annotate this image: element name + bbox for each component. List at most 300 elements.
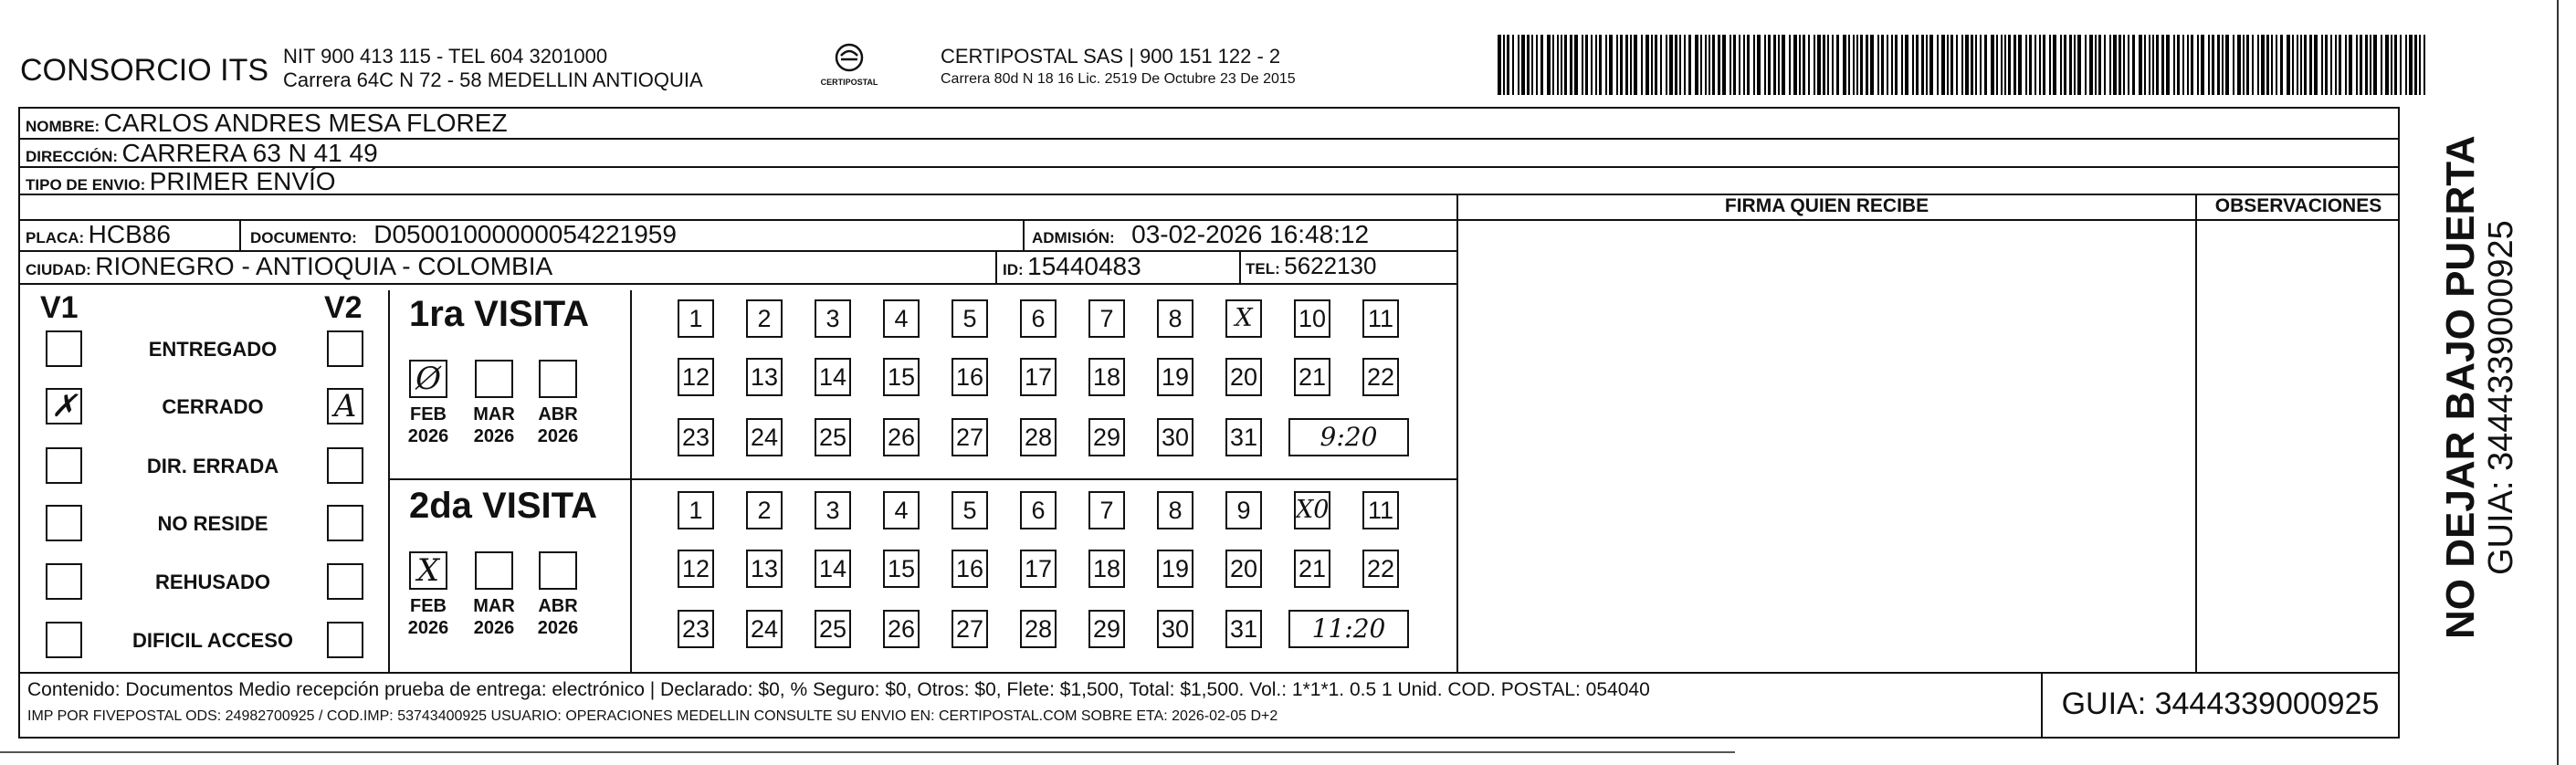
barcode-bar xyxy=(2139,35,2142,95)
barcode-bar xyxy=(2280,35,2283,95)
visit2-day-box[interactable]: 6 xyxy=(1020,491,1057,529)
barcode-bar xyxy=(2182,35,2184,95)
barcode-bar xyxy=(1634,35,1637,95)
barcode-bar xyxy=(2414,35,2417,95)
barcode-bar xyxy=(1552,35,1554,95)
barcode-bar xyxy=(1860,35,1863,95)
barcode-bar xyxy=(1531,35,1533,95)
barcode-bar xyxy=(1595,35,1597,95)
status-v1-checkbox[interactable] xyxy=(46,447,82,484)
barcode-bar xyxy=(2252,35,2254,95)
barcode-bar xyxy=(1782,35,1785,95)
barcode-bar xyxy=(1768,35,1771,95)
barcode-bar xyxy=(1832,35,1834,95)
visit1-title: 1ra VISITA xyxy=(409,294,590,334)
visit2-day-box[interactable]: X0 xyxy=(1294,491,1330,529)
status-v1-checkbox[interactable]: ✗ xyxy=(46,388,82,424)
visit2-day-box[interactable]: 24 xyxy=(746,610,783,648)
barcode-bar xyxy=(2409,35,2413,95)
barcode-bar xyxy=(1793,35,1797,95)
visit1-day-box[interactable]: 14 xyxy=(815,358,851,396)
visit2-day-box[interactable]: 17 xyxy=(1020,550,1057,588)
barcode-bar xyxy=(2191,35,2193,95)
visit2-day-box[interactable]: 9 xyxy=(1225,491,1262,529)
status-label: CERRADO xyxy=(162,395,264,418)
barcode-bar xyxy=(1547,35,1551,95)
barcode-bar xyxy=(1912,35,1914,95)
status-v1-checkbox[interactable] xyxy=(46,505,82,541)
barcode-bar xyxy=(1926,35,1928,95)
visit1-day-box[interactable]: 17 xyxy=(1020,358,1057,396)
barcode-bar xyxy=(1747,35,1750,95)
visit2-title: 2da VISITA xyxy=(409,486,597,526)
barcode-bar xyxy=(2321,35,2323,95)
visit2-day-box[interactable]: 8 xyxy=(1157,491,1193,529)
id-label: ID: xyxy=(1003,261,1024,278)
barcode-bar xyxy=(2029,35,2032,95)
status-v2-checkbox[interactable]: A xyxy=(327,388,363,424)
barcode-bar xyxy=(2043,35,2045,95)
barcode-bar xyxy=(1730,35,1731,95)
barcode-bar xyxy=(2013,35,2016,95)
barcode-bar xyxy=(2394,35,2397,95)
visit2-day-box[interactable]: 7 xyxy=(1088,491,1125,529)
barcode-bar xyxy=(1853,35,1855,95)
barcode-bar xyxy=(1733,35,1736,95)
nombre-label: NOMBRE: xyxy=(26,118,100,135)
barcode-bar xyxy=(2049,35,2051,95)
visit1-day-box[interactable]: 16 xyxy=(952,358,988,396)
firma-label: FIRMA QUIEN RECIBE xyxy=(1724,195,1929,216)
barcode-bar xyxy=(1585,35,1588,95)
barcode-bar xyxy=(2419,35,2421,95)
barcode-bar xyxy=(2085,35,2087,95)
visit1-day-box[interactable]: 18 xyxy=(1088,358,1125,396)
visit1-day-box[interactable]: X xyxy=(1225,299,1262,338)
barcode-bar xyxy=(1679,35,1681,95)
barcode-bar xyxy=(1561,35,1562,95)
visit2-day-box[interactable]: 4 xyxy=(883,491,920,529)
visit2-day-box[interactable]: 30 xyxy=(1157,610,1193,648)
visit1-day-box[interactable]: 1 xyxy=(678,299,714,338)
barcode-bar xyxy=(1929,35,1933,95)
barcode-bar xyxy=(1956,35,1958,95)
visit1-day-box[interactable]: 24 xyxy=(746,418,783,456)
v1-label: V1 xyxy=(40,290,79,325)
visit1-day-box[interactable]: 13 xyxy=(746,358,783,396)
visit2-month-name: MAR xyxy=(473,596,515,616)
visit1-day-box[interactable]: 12 xyxy=(678,358,714,396)
certipostal-line2: Carrera 80d N 18 16 Lic. 2519 De Octubre 23 De 2015 xyxy=(941,71,1296,87)
barcode-bar xyxy=(1808,35,1810,95)
barcode-bar xyxy=(2266,35,2269,95)
visit1-day-box[interactable]: 7 xyxy=(1088,299,1125,338)
admision-value: 03-02-2026 16:48:12 xyxy=(1131,220,1370,248)
barcode-bar xyxy=(2018,35,2022,95)
barcode-bar xyxy=(1722,35,1726,95)
barcode-bar xyxy=(1527,35,1530,95)
barcode-bar xyxy=(1521,35,1525,95)
barcode-bar xyxy=(2098,35,2101,95)
barcode-bar xyxy=(1950,35,1953,95)
visit2-month-year: 2026 xyxy=(473,618,515,638)
barcode-bar xyxy=(1675,35,1677,95)
barcode-bar xyxy=(2292,35,2294,95)
visit2-day-box[interactable]: 18 xyxy=(1088,550,1125,588)
barcode-bar xyxy=(1803,35,1805,95)
barcode-bar xyxy=(2287,35,2290,95)
visit1-month-year: 2026 xyxy=(407,426,449,446)
barcode-bar xyxy=(2257,35,2259,95)
barcode-bar xyxy=(2335,35,2337,95)
barcode-bar xyxy=(2109,35,2111,95)
visit2-day-box[interactable]: 29 xyxy=(1088,610,1125,648)
barcode-bar xyxy=(1641,35,1643,95)
barcode-bar xyxy=(2149,35,2150,95)
footer-contenido: Contenido: Documentos Medio recepción prueba de entrega: electrónico | Declarado: $0, % Seguro: $0, Otros: $0, Flete: $1,500, Total: $1,500. Vol.: 1*1*1. 0.5 1 Unid. COD. POSTAL: 054040 xyxy=(27,679,1650,700)
nombre-value: CARLOS ANDRES MESA FLOREZ xyxy=(103,109,508,137)
barcode-bar xyxy=(1645,35,1649,95)
barcode-bar xyxy=(1705,35,1707,95)
barcode-bar xyxy=(1870,35,1874,95)
barcode-bar xyxy=(2261,35,2265,95)
visit2-day-box[interactable]: 1 xyxy=(678,491,714,529)
barcode-bar xyxy=(1564,35,1567,95)
visit1-day-box[interactable]: 23 xyxy=(678,418,714,456)
barcode-bar xyxy=(1574,35,1578,95)
barcode-bar xyxy=(2225,35,2229,95)
barcode-bar xyxy=(2424,35,2425,95)
barcode-bar xyxy=(2144,35,2146,95)
status-label: DIR. ERRADA xyxy=(146,455,279,477)
barcode-bar xyxy=(2381,35,2382,95)
visit2-month-name: FEB xyxy=(410,596,447,616)
barcode-bar xyxy=(1616,35,1618,95)
barcode-bar xyxy=(1570,35,1572,95)
barcode-bar xyxy=(1827,35,1829,95)
barcode-bar xyxy=(2373,35,2377,95)
barcode-bar xyxy=(2365,35,2368,95)
barcode-bar xyxy=(2385,35,2389,95)
barcode-bar xyxy=(1700,35,1702,95)
barcode-bar xyxy=(2008,35,2011,95)
barcode-bar xyxy=(1660,35,1662,95)
barcode-bar xyxy=(2035,35,2036,95)
barcode-bar xyxy=(1887,35,1888,95)
visit2-day-box[interactable]: 20 xyxy=(1225,550,1262,588)
barcode-bar xyxy=(2197,35,2199,95)
barcode-bar xyxy=(1651,35,1653,95)
status-v1-checkbox[interactable] xyxy=(46,330,82,367)
visit1-day-box[interactable]: 26 xyxy=(883,418,920,456)
barcode-bar xyxy=(2300,35,2302,95)
visit2-day-box[interactable]: 31 xyxy=(1225,610,1262,648)
barcode-bar xyxy=(1536,35,1538,95)
barcode-bar xyxy=(2243,35,2245,95)
visit2-month-name: ABR xyxy=(538,596,578,616)
visit1-day-box[interactable]: 30 xyxy=(1157,418,1193,456)
visit2-day-box[interactable]: 11 xyxy=(1362,491,1399,529)
tel-row xyxy=(1246,252,1376,280)
barcode-bar xyxy=(1630,35,1632,95)
barcode-bar xyxy=(2400,35,2402,95)
barcode-bar xyxy=(2089,35,2093,95)
company-address: Carrera 64C N 72 - 58 MEDELLIN ANTIOQUIA xyxy=(283,68,703,91)
barcode-bar xyxy=(1712,35,1715,95)
barcode-bar xyxy=(1512,35,1514,95)
barcode-bar xyxy=(1695,35,1698,95)
nombre-row xyxy=(26,109,508,138)
visit1-month-checkbox[interactable] xyxy=(475,360,513,398)
visit2-day-box[interactable]: 22 xyxy=(1362,550,1399,588)
visit2-day-box[interactable]: 27 xyxy=(952,610,988,648)
barcode-bar xyxy=(1582,35,1583,95)
observaciones-label: OBSERVACIONES xyxy=(2214,195,2382,216)
barcode-bar xyxy=(1991,35,1994,95)
documento-value: D05001000000054221959 xyxy=(373,220,677,248)
barcode-bar xyxy=(2201,35,2204,95)
barcode-bar xyxy=(2325,35,2328,95)
admision-label: ADMISIÓN: xyxy=(1032,229,1115,246)
barcode-bar xyxy=(2309,35,2312,95)
visit2-day-box[interactable]: 25 xyxy=(815,610,851,648)
barcode-bar xyxy=(2246,35,2249,95)
barcode-bar xyxy=(2064,35,2066,95)
visit1-day-box[interactable]: 11 xyxy=(1362,299,1399,338)
barcode-bar xyxy=(1916,35,1919,95)
barcode-bar xyxy=(1778,35,1780,95)
barcode-bar xyxy=(2074,35,2076,95)
barcode-bar xyxy=(1625,35,1628,95)
barcode-bar xyxy=(2173,35,2175,95)
visit1-day-box[interactable]: 21 xyxy=(1294,358,1330,396)
barcode-bar xyxy=(2001,35,2003,95)
certipostal-line1: CERTIPOSTAL SAS | 900 151 122 - 2 xyxy=(941,45,1281,68)
barcode-bar xyxy=(2222,35,2224,95)
status-label: DIFICIL ACCESO xyxy=(131,629,293,652)
visit1-month-year: 2026 xyxy=(537,426,579,446)
company-nit: NIT 900 413 115 - TEL 604 3201000 xyxy=(283,45,608,68)
visit2-day-box[interactable]: 23 xyxy=(678,610,714,648)
barcode-bar xyxy=(1947,35,1949,95)
ciudad-value: RIONEGRO - ANTIOQUIA - COLOMBIA xyxy=(95,252,553,280)
barcode-bar xyxy=(1836,35,1839,95)
barcode-bar xyxy=(2405,35,2407,95)
barcode-bar xyxy=(1753,35,1755,95)
barcode-bar xyxy=(1498,35,1501,95)
visit2-month-checkbox[interactable]: X xyxy=(409,551,447,590)
visit1-month-name: ABR xyxy=(538,404,578,424)
barcode-bar xyxy=(1937,35,1939,95)
visit1-day-box[interactable]: 8 xyxy=(1157,299,1193,338)
logo-icon xyxy=(829,42,869,73)
barcode-bar xyxy=(1965,35,1969,95)
barcode-bar xyxy=(2095,35,2097,95)
barcode-bar xyxy=(2113,35,2117,95)
visit2-day-box[interactable]: 3 xyxy=(815,491,851,529)
barcode-bar xyxy=(1666,35,1667,95)
side-warning: NO DEJAR BAJO PUERTA xyxy=(2438,135,2483,639)
visit1-day-box[interactable]: 27 xyxy=(952,418,988,456)
barcode-bar xyxy=(2060,35,2062,95)
status-v2-checkbox[interactable] xyxy=(327,563,363,600)
barcode-bar xyxy=(1984,35,1987,95)
barcode-bar xyxy=(2297,35,2298,95)
barcode-bar xyxy=(2212,35,2214,95)
barcode-bar xyxy=(1599,35,1602,95)
barcode-bar xyxy=(1773,35,1776,95)
v2-label: V2 xyxy=(324,290,363,325)
barcode-bar xyxy=(2187,35,2189,95)
barcode-bar xyxy=(2345,35,2347,95)
barcode-bar xyxy=(1901,35,1903,95)
status-v2-checkbox[interactable] xyxy=(327,622,363,658)
visit2-day-box[interactable]: 19 xyxy=(1157,550,1193,588)
barcode-bar xyxy=(1609,35,1613,95)
visit2-day-box[interactable]: 21 xyxy=(1294,550,1330,588)
barcode-bar xyxy=(2360,35,2362,95)
visit2-time-box[interactable]: 11:20 xyxy=(1288,610,1409,648)
company-name: CONSORCIO ITS xyxy=(20,53,269,88)
id-row xyxy=(1003,252,1141,281)
visit1-day-box[interactable]: 6 xyxy=(1020,299,1057,338)
barcode-bar xyxy=(1823,35,1825,95)
visit1-time-box[interactable]: 9:20 xyxy=(1288,418,1409,456)
barcode-bar xyxy=(2330,35,2332,95)
barcode-bar xyxy=(1941,35,1945,95)
barcode-bar xyxy=(1743,35,1745,95)
barcode-bar xyxy=(2339,35,2341,95)
barcode-bar xyxy=(1866,35,1868,95)
visit1-day-box[interactable]: 15 xyxy=(883,358,920,396)
barcode-bar xyxy=(1856,35,1858,95)
visit1-day-box[interactable]: 22 xyxy=(1362,358,1399,396)
status-v2-checkbox[interactable] xyxy=(327,330,363,367)
barcode-bar xyxy=(1688,35,1691,95)
barcode-bar xyxy=(1881,35,1884,95)
visit1-day-box[interactable]: 4 xyxy=(883,299,920,338)
barcode-bar xyxy=(1843,35,1846,95)
barcode-bar xyxy=(1789,35,1791,95)
visit2-month-year: 2026 xyxy=(407,618,449,638)
barcode-bar xyxy=(2123,35,2125,95)
visit1-month-year: 2026 xyxy=(473,426,515,446)
barcode-bar xyxy=(1739,35,1740,95)
barcode-bar xyxy=(1975,35,1977,95)
status-v2-checkbox[interactable] xyxy=(327,447,363,484)
barcode-bar xyxy=(2053,35,2056,95)
side-guia: GUIA: 3444339000925 xyxy=(2482,220,2520,575)
barcode-bar xyxy=(1996,35,1998,95)
visit1-month-name: FEB xyxy=(410,404,447,424)
barcode-bar xyxy=(1620,35,1623,95)
tipo-label: TIPO DE ENVIO: xyxy=(26,176,146,194)
status-label: REHUSADO xyxy=(155,571,270,593)
barcode-bar xyxy=(1971,35,1973,95)
visit2-day-box[interactable]: 16 xyxy=(952,550,988,588)
status-label: NO RESIDE xyxy=(157,512,268,535)
barcode-bar xyxy=(1605,35,1607,95)
visit1-day-box[interactable]: 31 xyxy=(1225,418,1262,456)
barcode-bar xyxy=(1980,35,1982,95)
barcode-bar xyxy=(1709,35,1710,95)
barcode-bar xyxy=(2152,35,2154,95)
visit1-day-box[interactable]: 29 xyxy=(1088,418,1125,456)
barcode-bar xyxy=(2156,35,2159,95)
barcode-bar xyxy=(2237,35,2241,95)
barcode-bar xyxy=(1895,35,1898,95)
logo-text: CERTIPOSTAL xyxy=(820,78,878,87)
visit2-day-box[interactable]: 14 xyxy=(815,550,851,588)
barcode-bar xyxy=(2025,35,2027,95)
visit2-day-box[interactable]: 5 xyxy=(952,491,988,529)
barcode-bar xyxy=(1814,35,1815,95)
visit2-day-box[interactable]: 2 xyxy=(746,491,783,529)
status-v1-checkbox[interactable] xyxy=(46,563,82,600)
status-v2-checkbox[interactable] xyxy=(327,505,363,541)
barcode-bar xyxy=(2304,35,2307,95)
footer-guia: GUIA: 3444339000925 xyxy=(2061,686,2380,721)
barcode-bar xyxy=(1518,35,1519,95)
admision-row xyxy=(1032,220,1369,249)
tel-value: 5622130 xyxy=(1284,252,1377,279)
visit1-day-box[interactable]: 2 xyxy=(746,299,783,338)
barcode-bar xyxy=(1961,35,1963,95)
visit2-day-box[interactable]: 15 xyxy=(883,550,920,588)
barcode-bar xyxy=(2233,35,2234,95)
direccion-row xyxy=(26,139,378,168)
visit2-day-box[interactable]: 26 xyxy=(883,610,920,648)
visit2-month-year: 2026 xyxy=(537,618,579,638)
visit1-day-box[interactable]: 10 xyxy=(1294,299,1330,338)
placa-label: PLACA: xyxy=(26,229,85,246)
visit1-month-checkbox[interactable]: Ø xyxy=(409,360,447,398)
tel-label: TEL: xyxy=(1246,260,1280,278)
placa-row xyxy=(26,220,171,249)
barcode-bar xyxy=(2128,35,2129,95)
barcode-bar xyxy=(2349,35,2352,95)
visit1-day-box[interactable]: 5 xyxy=(952,299,988,338)
visit1-day-box[interactable]: 3 xyxy=(815,299,851,338)
visit2-day-box[interactable]: 28 xyxy=(1020,610,1057,648)
visit1-day-box[interactable]: 25 xyxy=(815,418,851,456)
barcode-bar xyxy=(1817,35,1821,95)
visit1-day-box[interactable]: 20 xyxy=(1225,358,1262,396)
visit1-month-name: MAR xyxy=(473,404,515,424)
visit1-month-checkbox[interactable] xyxy=(539,360,577,398)
visit1-day-box[interactable]: 19 xyxy=(1157,358,1193,396)
documento-row xyxy=(250,220,677,249)
barcode-bar xyxy=(1655,35,1657,95)
status-v1-checkbox[interactable] xyxy=(46,622,82,658)
barcode-bar xyxy=(1757,35,1761,95)
visit2-month-checkbox[interactable] xyxy=(475,551,513,590)
visit1-day-box[interactable]: 28 xyxy=(1020,418,1057,456)
visit2-day-box[interactable]: 12 xyxy=(678,550,714,588)
barcode-bar xyxy=(2276,35,2277,95)
barcode-bar xyxy=(2391,35,2392,95)
status-label: ENTREGADO xyxy=(148,338,278,361)
barcode-bar xyxy=(2004,35,2006,95)
barcode-bar xyxy=(1540,35,1543,95)
barcode-bar xyxy=(1718,35,1720,95)
visit2-day-box[interactable]: 13 xyxy=(746,550,783,588)
barcode-bar xyxy=(2370,35,2371,95)
barcode-bar xyxy=(2356,35,2358,95)
visit2-month-checkbox[interactable] xyxy=(539,551,577,590)
barcode-bar xyxy=(2104,35,2106,95)
direccion-label: DIRECCIÓN: xyxy=(26,148,119,165)
